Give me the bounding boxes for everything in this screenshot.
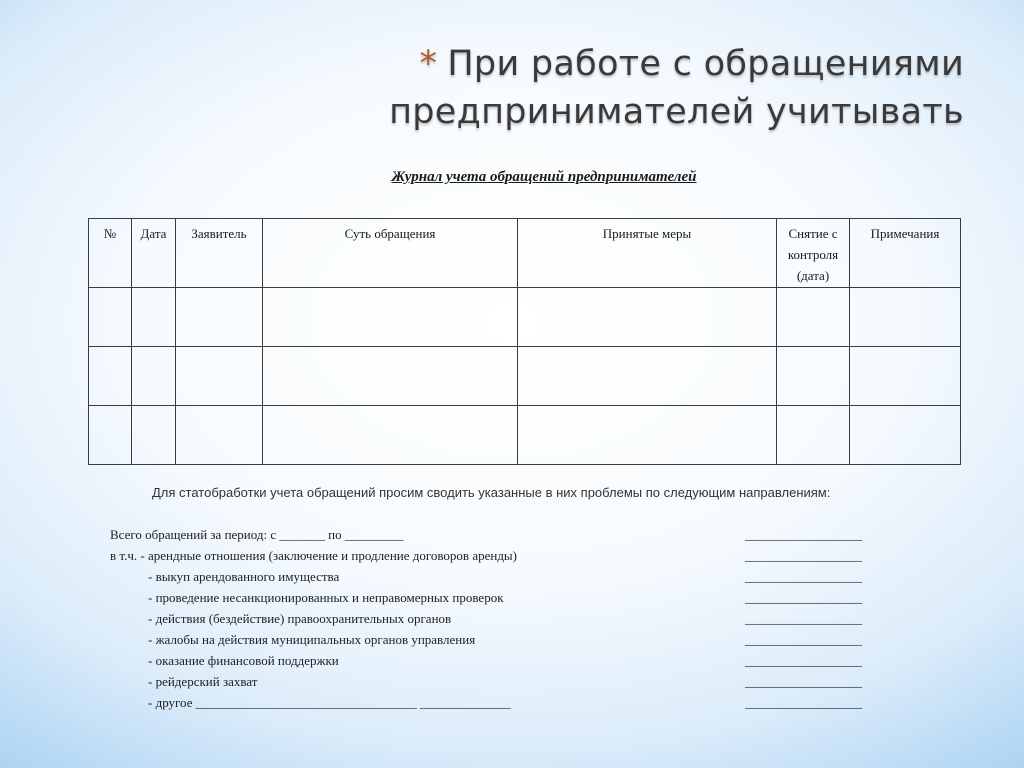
table-cell bbox=[263, 288, 518, 347]
table-row bbox=[89, 288, 961, 347]
table-header-row bbox=[89, 219, 961, 288]
bullet-star-icon: * bbox=[419, 44, 438, 84]
table-cell bbox=[777, 288, 850, 347]
list-item: - проведение несанкционированных и неправомерных проверок bbox=[148, 590, 504, 605]
list-item: - другое __________________________________ ______________ bbox=[148, 695, 511, 710]
list-item: - рейдерский захват bbox=[148, 674, 258, 689]
header-date: Дата bbox=[132, 219, 176, 288]
table-cell bbox=[263, 406, 518, 465]
journal-title: Журнал учета обращений предпринимателей bbox=[391, 169, 697, 185]
table-cell bbox=[850, 347, 961, 406]
list-item: в т.ч. - арендные отношения (заключение и продление договоров аренды) bbox=[110, 548, 517, 563]
table-cell bbox=[777, 347, 850, 406]
table-cell bbox=[518, 288, 777, 347]
table-cell bbox=[89, 406, 132, 465]
list-item: - жалобы на действия муниципальных органов управления bbox=[148, 632, 476, 647]
header-notes: Примечания bbox=[850, 219, 961, 288]
item-blank: __________________ bbox=[745, 695, 862, 710]
table-cell bbox=[176, 288, 263, 347]
header-applicant: Заявитель bbox=[176, 219, 263, 288]
title-line-2: предпринимателей учитывать bbox=[389, 92, 964, 132]
header-control: Снятие с контроля (дата) bbox=[777, 219, 850, 288]
table-cell bbox=[132, 347, 176, 406]
total-blank: __________________ bbox=[745, 527, 862, 542]
table-cell bbox=[777, 406, 850, 465]
journal-table bbox=[88, 218, 961, 465]
list-item: - оказание финансовой поддержки bbox=[148, 653, 339, 668]
slide-title bbox=[324, 40, 964, 136]
header-essence: Суть обращения bbox=[263, 219, 518, 288]
item-blank: __________________ bbox=[745, 548, 862, 563]
table-cell bbox=[89, 347, 132, 406]
table-cell bbox=[89, 288, 132, 347]
item-blank: __________________ bbox=[745, 569, 862, 584]
item-blank: __________________ bbox=[745, 674, 862, 689]
item-blank: __________________ bbox=[745, 611, 862, 626]
table-cell bbox=[518, 347, 777, 406]
table-cell bbox=[132, 406, 176, 465]
statistics-note: Для статобработки учета обращений просим сводить указанные в них проблемы по следующим направлениям: bbox=[152, 485, 831, 500]
list-item: - выкуп арендованного имущества bbox=[148, 569, 340, 584]
table-cell bbox=[850, 406, 961, 465]
table-row bbox=[89, 347, 961, 406]
table-cell bbox=[132, 288, 176, 347]
table-cell bbox=[518, 406, 777, 465]
table-cell bbox=[263, 347, 518, 406]
table-cell bbox=[176, 347, 263, 406]
header-number: № bbox=[89, 219, 132, 288]
title-text-1: При работе с обращениями bbox=[447, 44, 964, 84]
list-item: - действия (бездействие) правоохранительных органов bbox=[148, 611, 452, 626]
table-row bbox=[89, 406, 961, 465]
item-blank: __________________ bbox=[745, 653, 862, 668]
title-line-1 bbox=[324, 40, 964, 88]
item-blank: __________________ bbox=[745, 632, 862, 647]
total-period-line: Всего обращений за период: с _______ по _________ bbox=[110, 527, 404, 542]
item-blank: __________________ bbox=[745, 590, 862, 605]
table-cell bbox=[176, 406, 263, 465]
header-measures: Принятые меры bbox=[518, 219, 777, 288]
table-cell bbox=[850, 288, 961, 347]
